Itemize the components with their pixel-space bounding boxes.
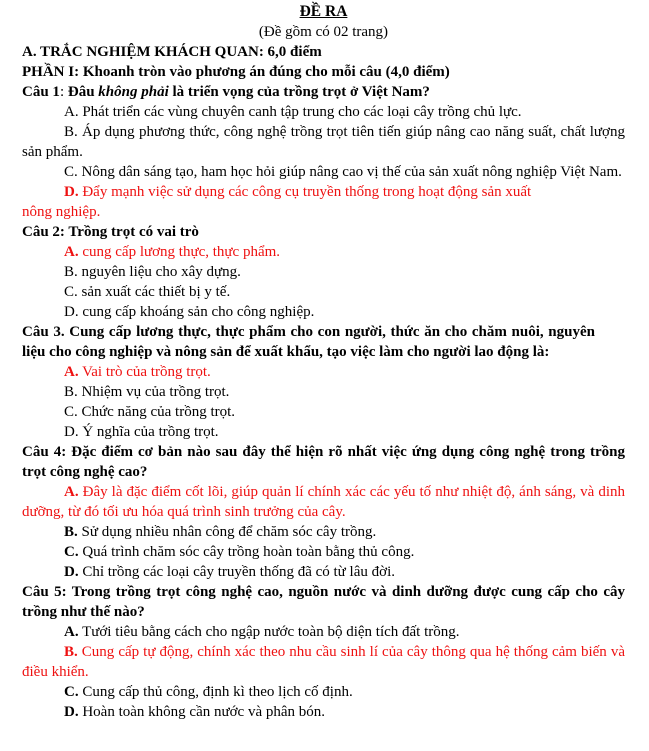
option-c[interactable] — [22, 162, 625, 182]
option-text: nguyên liệu cho xây dựng. — [77, 264, 241, 280]
question-sep: : — [59, 84, 68, 100]
question-2 — [22, 222, 625, 322]
option-text: Đây là đặc điểm cốt lõi, giúp quản lí chính xác các yếu tố như nhiệt độ, ánh sáng, và dinh dưỡng, từ đó tối ưu hóa quá trình sinh trưởng của cây. — [22, 484, 625, 520]
option-b[interactable] — [22, 522, 625, 542]
question-5-stem: Câu 5: Trong trồng trọt công nghệ cao, nguồn nước và dinh dưỡng được cung cấp cho cây trồng như thế nào? — [22, 584, 625, 620]
option-text: Cung cấp tự động, chính xác theo nhu cầu sinh lí của cây thông qua hệ thống cảm biến và điều khiển. — [22, 644, 625, 680]
emphasis-text: không phải — [98, 84, 169, 100]
option-text: Chức năng của trồng trọt. — [77, 404, 236, 420]
option-letter: D. — [64, 704, 79, 720]
option-text: Chỉ trồng các loại cây truyền thống đã có từ lâu đời. — [78, 564, 395, 580]
option-letter: A. — [64, 244, 79, 260]
option-c[interactable] — [22, 542, 625, 562]
option-text: Ý nghĩa của trồng trọt. — [78, 424, 219, 440]
question-2-stem: Câu 2: Trồng trọt có vai trò — [22, 224, 199, 240]
option-text: Nhiệm vụ của trồng trọt. — [77, 384, 230, 400]
question-1-stem — [22, 82, 625, 102]
question-label: Câu 1 — [22, 84, 60, 100]
option-letter: B. — [64, 264, 78, 280]
option-letter: A. — [64, 484, 79, 500]
page-subtitle: (Đề gồm có 02 trang) — [258, 24, 389, 40]
question-text: Đâu — [67, 84, 99, 100]
option-b[interactable] — [22, 122, 625, 162]
question-3 — [22, 322, 625, 442]
question-4-stem: Câu 4: Đặc điểm cơ bản nào sau đây thể hiện rõ nhất việc ứng dụng công nghệ trong trồng trọt công nghệ cao? — [22, 444, 625, 480]
option-text: Tưới tiêu bằng cách cho ngập nước toàn bộ diện tích đất trồng. — [78, 624, 460, 640]
option-text: cung cấp khoáng sản cho công nghiệp. — [78, 304, 315, 320]
option-text: Áp dụng phương thức, công nghệ trồng trọt tiên tiến giúp nâng cao năng suất, chất lượng sản phẩm. — [22, 124, 625, 160]
option-text: Nông dân sáng tạo, ham học hỏi giúp nâng cao vị thế của sản xuất nông nghiệp Việt Nam. — [77, 164, 622, 180]
question-4 — [22, 442, 625, 582]
option-letter: A. — [64, 624, 79, 640]
option-letter: C. — [64, 284, 78, 300]
option-letter: B. — [64, 644, 78, 660]
option-a-correct[interactable] — [22, 362, 625, 382]
option-letter: D. — [64, 424, 79, 440]
option-letter: C. — [64, 544, 79, 560]
question-3-stem: Câu 3. Cung cấp lương thực, thực phẩm cho con người, thức ăn cho chăm nuôi, nguyên liệu cho công nghiệp và nông sản để xuất khẩu, tạo việc làm cho người lao động là: — [22, 324, 595, 360]
option-text: cung cấp lương thực, thực phẩm. — [78, 244, 281, 260]
option-letter: D. — [64, 564, 79, 580]
option-b[interactable] — [22, 262, 625, 282]
option-a[interactable] — [22, 102, 625, 122]
option-d[interactable] — [22, 302, 625, 322]
part-1-heading: PHẦN I: Khoanh tròn vào phương án đúng cho mỗi câu (4,0 điểm) — [22, 64, 450, 80]
option-letter: C. — [64, 684, 79, 700]
question-1 — [22, 82, 625, 222]
option-letter: B. — [64, 524, 78, 540]
option-c[interactable] — [22, 402, 625, 422]
option-c[interactable] — [22, 282, 625, 302]
option-b-correct[interactable] — [22, 642, 625, 682]
option-text: sản xuất các thiết bị y tế. — [77, 284, 231, 300]
option-text: Quá trình chăm sóc cây trồng hoàn toàn bằng thủ công. — [78, 544, 415, 560]
option-letter: A. — [64, 364, 79, 380]
option-a-correct[interactable] — [22, 242, 625, 262]
option-text: Đẩy mạnh việc sử dụng các công cụ truyền thống trong hoạt động sản xuất nông nghiệp. — [22, 184, 532, 220]
option-text: Cung cấp thủ công, định kì theo lịch cố định. — [78, 684, 353, 700]
option-d[interactable] — [22, 562, 625, 582]
option-letter: D. — [64, 304, 79, 320]
option-d[interactable] — [22, 702, 625, 722]
option-c[interactable] — [22, 682, 625, 702]
question-text: là triển vọng của trồng trọt ở Việt Nam? — [168, 84, 430, 100]
option-d-correct[interactable] — [22, 182, 625, 222]
option-letter: B. — [64, 124, 78, 140]
option-b[interactable] — [22, 382, 625, 402]
section-a-heading: A. TRẮC NGHIỆM KHÁCH QUAN: 6,0 điểm — [22, 44, 322, 60]
option-letter: C. — [64, 404, 78, 420]
question-5 — [22, 582, 625, 722]
option-a-correct[interactable] — [22, 482, 625, 522]
option-text: Vai trò của trồng trọt. — [78, 364, 211, 380]
option-letter: A. — [64, 104, 79, 120]
option-letter: C. — [64, 164, 78, 180]
option-d[interactable] — [22, 422, 625, 442]
option-letter: B. — [64, 384, 78, 400]
page-title: ĐỀ RA — [299, 3, 348, 20]
option-text: Sử dụng nhiều nhân công để chăm sóc cây trồng. — [77, 524, 377, 540]
option-text: Phát triển các vùng chuyên canh tập trung cho các loại cây trồng chủ lực. — [78, 104, 522, 120]
option-text: Hoàn toàn không cần nước và phân bón. — [78, 704, 326, 720]
option-letter: D. — [64, 184, 79, 200]
option-a[interactable] — [22, 622, 625, 642]
